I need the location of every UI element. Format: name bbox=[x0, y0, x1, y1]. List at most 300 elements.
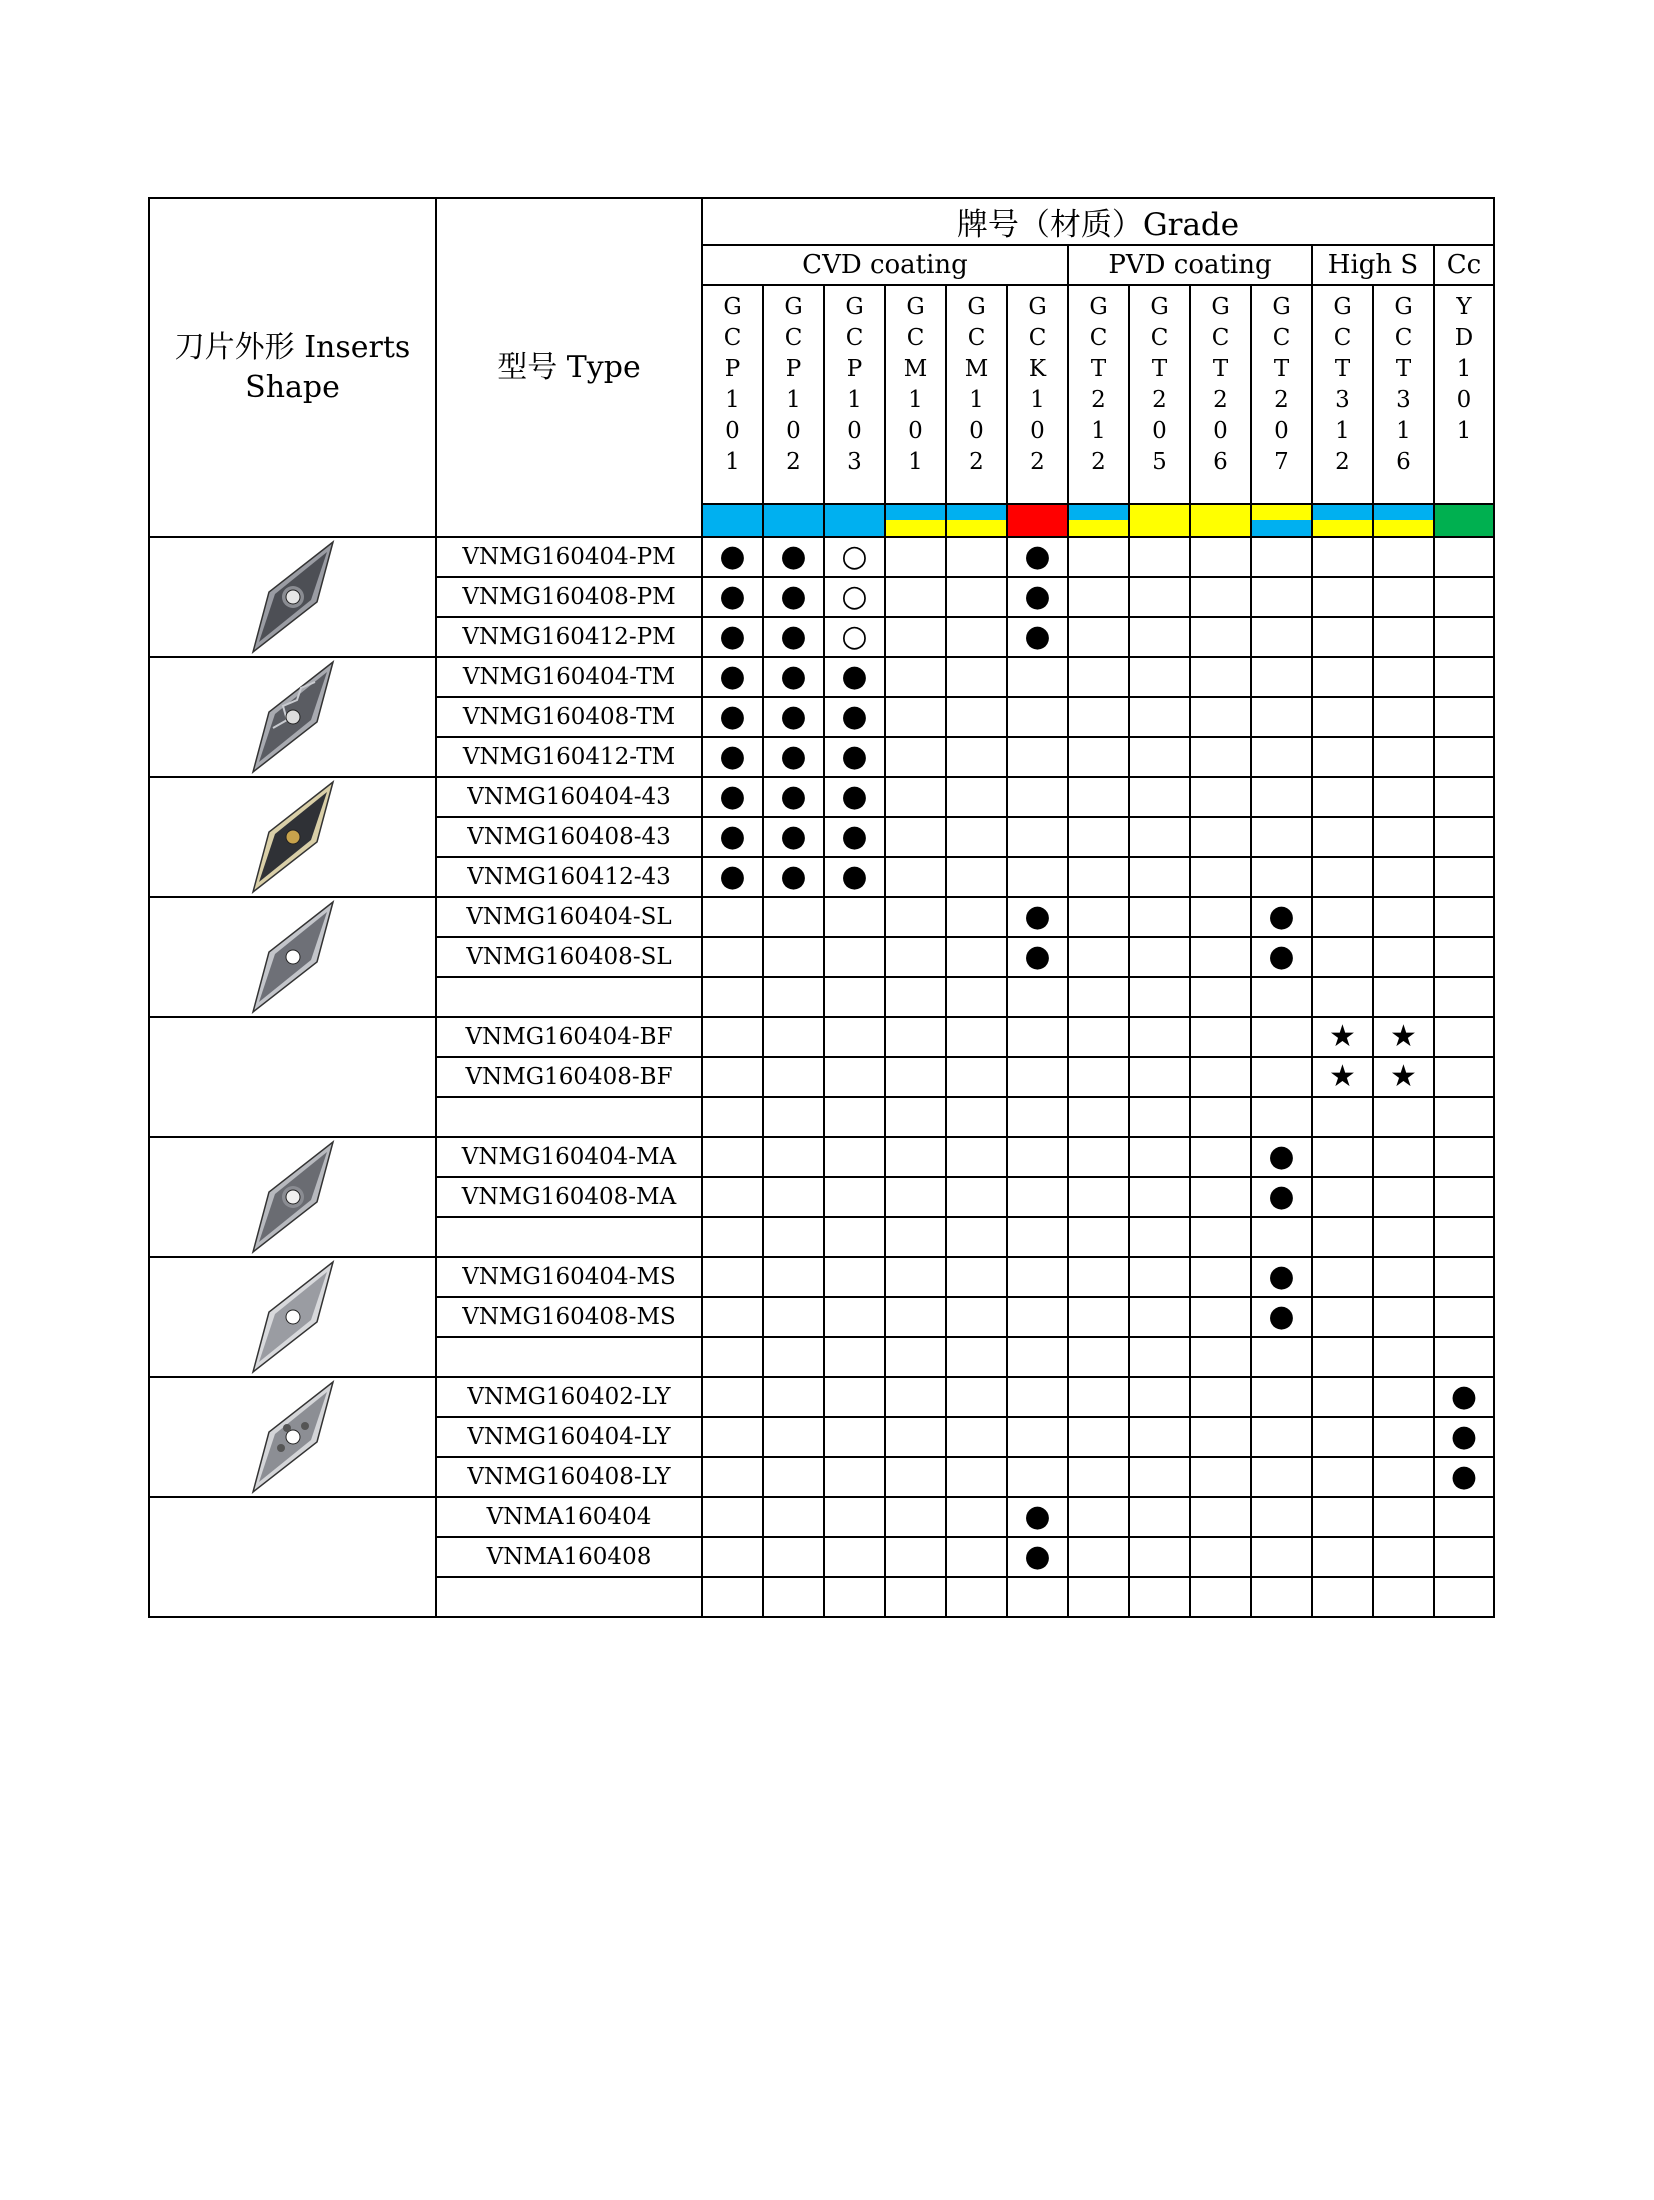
grade-availability-mark bbox=[1007, 1457, 1068, 1497]
grade-availability-mark bbox=[824, 937, 885, 977]
insert-type bbox=[436, 1577, 702, 1617]
grade-availability-mark bbox=[946, 1377, 1007, 1417]
grade-availability-mark bbox=[946, 777, 1007, 817]
grade-availability-mark bbox=[1068, 1057, 1129, 1097]
grade-availability-mark bbox=[1312, 1337, 1373, 1377]
grade-availability-mark bbox=[1129, 577, 1190, 617]
grade-availability-mark bbox=[763, 1537, 824, 1577]
grade-availability-mark bbox=[946, 1097, 1007, 1137]
grade-availability-mark: ● bbox=[1007, 1497, 1068, 1537]
grade-availability-mark bbox=[763, 1497, 824, 1537]
grade-availability-mark bbox=[1312, 817, 1373, 857]
grade-availability-mark bbox=[1129, 1017, 1190, 1057]
grade-availability-mark bbox=[1190, 1497, 1251, 1537]
grade-availability-mark bbox=[1251, 817, 1312, 857]
grade-availability-mark bbox=[1068, 777, 1129, 817]
grade-availability-mark: ● bbox=[763, 537, 824, 577]
grade-availability-mark bbox=[1312, 977, 1373, 1017]
grade-availability-mark bbox=[1251, 1217, 1312, 1257]
grade-availability-mark bbox=[885, 1537, 946, 1577]
grade-availability-mark bbox=[885, 1217, 946, 1257]
grade-availability-mark bbox=[1251, 1337, 1312, 1377]
grade-availability-mark bbox=[1129, 1177, 1190, 1217]
table-row bbox=[149, 1377, 1494, 1417]
inserts-shape-header: 刀片外形 Inserts Shape bbox=[149, 198, 436, 537]
grade-availability-mark bbox=[702, 1297, 763, 1337]
grade-availability-mark bbox=[1068, 537, 1129, 577]
grade-availability-mark bbox=[1190, 1017, 1251, 1057]
grade-availability-mark bbox=[763, 1137, 824, 1177]
grade-availability-mark bbox=[1251, 1577, 1312, 1617]
grade-availability-mark bbox=[702, 1577, 763, 1617]
grade-availability-mark bbox=[1190, 1297, 1251, 1337]
grade-availability-mark bbox=[946, 1537, 1007, 1577]
grade-availability-mark bbox=[1251, 1017, 1312, 1057]
insert-type bbox=[436, 1217, 702, 1257]
table-row bbox=[149, 1497, 1494, 1537]
grade-availability-mark bbox=[946, 857, 1007, 897]
grade-availability-mark bbox=[1129, 1217, 1190, 1257]
grade-availability-mark bbox=[763, 1377, 824, 1417]
grade-availability-mark bbox=[1068, 657, 1129, 697]
grade-availability-mark: ● bbox=[702, 697, 763, 737]
grade-availability-mark bbox=[763, 897, 824, 937]
grade-availability-mark: ● bbox=[824, 817, 885, 857]
grade-availability-mark: ● bbox=[702, 537, 763, 577]
grade-availability-mark bbox=[1007, 1257, 1068, 1297]
grade-availability-mark bbox=[1251, 1417, 1312, 1457]
grade-availability-mark bbox=[1312, 737, 1373, 777]
grade-availability-mark bbox=[763, 1177, 824, 1217]
grade-availability-mark bbox=[1312, 1417, 1373, 1457]
grade-availability-mark bbox=[1373, 1577, 1434, 1617]
grade-availability-mark bbox=[1434, 697, 1494, 737]
insert-type: VNMG160408-MA bbox=[436, 1177, 702, 1217]
grade-availability-mark bbox=[946, 1297, 1007, 1337]
grade-availability-mark bbox=[1434, 1177, 1494, 1217]
grade-availability-mark bbox=[1312, 1577, 1373, 1617]
grade-availability-mark bbox=[885, 1457, 946, 1497]
grade-availability-mark bbox=[1251, 657, 1312, 697]
grade-availability-mark bbox=[1129, 1457, 1190, 1497]
grade-availability-mark bbox=[1373, 1537, 1434, 1577]
insert-type: VNMA160404 bbox=[436, 1497, 702, 1537]
grade-availability-mark bbox=[1190, 777, 1251, 817]
grade-availability-mark bbox=[1129, 857, 1190, 897]
grade-availability-mark bbox=[1190, 1457, 1251, 1497]
grade-availability-mark bbox=[946, 1497, 1007, 1537]
grade-availability-mark bbox=[1434, 1577, 1494, 1617]
grade-availability-mark bbox=[885, 577, 946, 617]
grade-availability-mark: ● bbox=[763, 817, 824, 857]
insert-type: VNMG160408-BF bbox=[436, 1057, 702, 1097]
grade-availability-mark: ● bbox=[1007, 617, 1068, 657]
grade-availability-mark bbox=[824, 1217, 885, 1257]
grade-availability-mark bbox=[946, 697, 1007, 737]
grade-availability-mark: ○ bbox=[824, 617, 885, 657]
grade-availability-mark bbox=[1190, 1337, 1251, 1377]
grade-availability-mark bbox=[1251, 777, 1312, 817]
grade-availability-mark bbox=[1129, 697, 1190, 737]
grade-availability-mark bbox=[1007, 1577, 1068, 1617]
insert-shape-cell bbox=[149, 657, 436, 777]
coating-group-header: High S bbox=[1312, 245, 1434, 285]
grade-availability-mark bbox=[1251, 977, 1312, 1017]
grade-availability-mark bbox=[702, 1017, 763, 1057]
coating-group-header: CVD coating bbox=[702, 245, 1068, 285]
grade-availability-mark bbox=[702, 1257, 763, 1297]
grade-availability-mark bbox=[1068, 617, 1129, 657]
grade-availability-mark bbox=[1068, 1337, 1129, 1377]
grade-availability-mark bbox=[1434, 977, 1494, 1017]
grade-availability-mark bbox=[1251, 617, 1312, 657]
grade-availability-mark bbox=[946, 1217, 1007, 1257]
grade-availability-mark bbox=[1373, 1457, 1434, 1497]
grade-availability-mark bbox=[946, 617, 1007, 657]
insert-type: VNMG160404-MA bbox=[436, 1137, 702, 1177]
grade-availability-mark bbox=[702, 897, 763, 937]
grade-availability-mark bbox=[1312, 1257, 1373, 1297]
grade-code-gct206: G C T 2 0 6 bbox=[1190, 285, 1251, 504]
grade-availability-mark bbox=[1007, 657, 1068, 697]
grade-availability-mark bbox=[1373, 1177, 1434, 1217]
grade-availability-mark bbox=[885, 1257, 946, 1297]
grade-availability-mark bbox=[1312, 577, 1373, 617]
grade-availability-mark bbox=[1434, 1297, 1494, 1337]
grade-availability-mark bbox=[763, 1217, 824, 1257]
grade-availability-mark bbox=[1251, 537, 1312, 577]
grade-availability-mark bbox=[763, 977, 824, 1017]
grade-availability-mark bbox=[1068, 1377, 1129, 1417]
grade-availability-mark: ● bbox=[824, 857, 885, 897]
grade-availability-mark: ○ bbox=[824, 577, 885, 617]
grade-availability-mark bbox=[1068, 937, 1129, 977]
grade-availability-mark bbox=[702, 1497, 763, 1537]
grade-availability-mark bbox=[1190, 1137, 1251, 1177]
grade-availability-mark bbox=[1190, 1217, 1251, 1257]
insert-type: VNMG160402-LY bbox=[436, 1377, 702, 1417]
grade-availability-mark bbox=[885, 897, 946, 937]
grade-availability-mark bbox=[1068, 817, 1129, 857]
grade-availability-mark bbox=[1190, 697, 1251, 737]
grade-availability-mark bbox=[763, 1057, 824, 1097]
grade-availability-mark bbox=[1251, 697, 1312, 737]
grade-availability-mark: ● bbox=[702, 737, 763, 777]
grade-availability-mark bbox=[1068, 1537, 1129, 1577]
table-row bbox=[149, 537, 1494, 577]
grade-availability-mark bbox=[1373, 657, 1434, 697]
table-row bbox=[149, 1137, 1494, 1177]
grade-availability-mark bbox=[885, 1057, 946, 1097]
grade-code-gct212: G C T 2 1 2 bbox=[1068, 285, 1129, 504]
vnmg-43-insert-icon bbox=[150, 778, 435, 896]
grade-availability-mark: ● bbox=[1434, 1417, 1494, 1457]
grade-color-band bbox=[1068, 504, 1129, 537]
grade-availability-mark bbox=[946, 1577, 1007, 1617]
grade-availability-mark bbox=[1434, 1137, 1494, 1177]
grade-availability-mark bbox=[1312, 1097, 1373, 1137]
grade-availability-mark bbox=[1190, 1577, 1251, 1617]
grade-availability-mark bbox=[824, 897, 885, 937]
grade-availability-mark bbox=[1190, 857, 1251, 897]
grade-availability-mark bbox=[1312, 1297, 1373, 1337]
insert-type: VNMA160408 bbox=[436, 1537, 702, 1577]
grade-availability-mark bbox=[885, 1017, 946, 1057]
insert-type: VNMG160404-LY bbox=[436, 1417, 702, 1457]
grade-color-band bbox=[1434, 504, 1494, 537]
table-row bbox=[149, 777, 1494, 817]
grade-availability-mark: ○ bbox=[824, 537, 885, 577]
grade-availability-mark: ● bbox=[824, 697, 885, 737]
grade-availability-mark bbox=[1312, 1377, 1373, 1417]
grade-availability-mark bbox=[1373, 1257, 1434, 1297]
vnmg-ma-insert-icon bbox=[150, 1138, 435, 1256]
grade-availability-mark bbox=[763, 1297, 824, 1337]
grade-availability-mark bbox=[1373, 1297, 1434, 1337]
grade-code-gct312: G C T 3 1 2 bbox=[1312, 285, 1373, 504]
insert-type: VNMG160404-MS bbox=[436, 1257, 702, 1297]
grade-availability-mark bbox=[824, 1017, 885, 1057]
grade-availability-mark bbox=[1007, 1417, 1068, 1457]
grade-availability-mark bbox=[824, 1257, 885, 1297]
grade-availability-mark bbox=[824, 1057, 885, 1097]
grade-availability-mark: ● bbox=[763, 777, 824, 817]
grade-code-gct207: G C T 2 0 7 bbox=[1251, 285, 1312, 504]
grade-availability-mark: ● bbox=[763, 577, 824, 617]
grade-color-band bbox=[885, 504, 946, 537]
insert-type: VNMG160404-BF bbox=[436, 1017, 702, 1057]
grade-availability-mark: ● bbox=[1251, 1177, 1312, 1217]
coating-group-header: Cc bbox=[1434, 245, 1494, 285]
grade-availability-mark bbox=[1434, 777, 1494, 817]
grade-availability-mark bbox=[1129, 777, 1190, 817]
grade-availability-mark: ● bbox=[1251, 1137, 1312, 1177]
grade-availability-mark bbox=[1312, 537, 1373, 577]
grade-availability-mark bbox=[1373, 1377, 1434, 1417]
grade-availability-mark bbox=[1373, 617, 1434, 657]
grade-availability-mark bbox=[702, 1337, 763, 1377]
grade-availability-mark bbox=[824, 1097, 885, 1137]
grade-availability-mark bbox=[1251, 1097, 1312, 1137]
grade-availability-mark bbox=[1190, 537, 1251, 577]
grade-availability-mark: ● bbox=[1007, 1537, 1068, 1577]
grade-availability-mark bbox=[1068, 1017, 1129, 1057]
grade-availability-mark bbox=[946, 1417, 1007, 1457]
grade-availability-mark bbox=[1190, 577, 1251, 617]
grade-availability-mark bbox=[885, 537, 946, 577]
grade-availability-mark bbox=[1190, 1537, 1251, 1577]
insert-type: VNMG160408-MS bbox=[436, 1297, 702, 1337]
grade-availability-mark: ● bbox=[1251, 1297, 1312, 1337]
grade-availability-mark bbox=[1068, 1457, 1129, 1497]
grade-availability-mark bbox=[1373, 777, 1434, 817]
grade-availability-mark bbox=[824, 1337, 885, 1377]
grade-availability-mark bbox=[1312, 697, 1373, 737]
grade-availability-mark bbox=[702, 1457, 763, 1497]
grade-availability-mark bbox=[1190, 1257, 1251, 1297]
grade-availability-mark bbox=[946, 1137, 1007, 1177]
grade-availability-mark bbox=[763, 1257, 824, 1297]
insert-type: VNMG160408-LY bbox=[436, 1457, 702, 1497]
grade-color-band bbox=[946, 504, 1007, 537]
grade-availability-mark: ● bbox=[763, 737, 824, 777]
grade-availability-mark: ● bbox=[763, 697, 824, 737]
grade-color-band bbox=[824, 504, 885, 537]
grade-availability-mark bbox=[1251, 1377, 1312, 1417]
grade-availability-mark bbox=[1434, 817, 1494, 857]
grade-availability-mark bbox=[1251, 857, 1312, 897]
insert-shape-cell bbox=[149, 1257, 436, 1377]
grade-availability-mark bbox=[1007, 1057, 1068, 1097]
grade-availability-mark bbox=[885, 1337, 946, 1377]
coating-group-header: PVD coating bbox=[1068, 245, 1312, 285]
grade-availability-mark: ● bbox=[824, 777, 885, 817]
grade-availability-mark bbox=[885, 1297, 946, 1337]
grade-availability-mark bbox=[1190, 817, 1251, 857]
vnmg-ms-insert-icon bbox=[150, 1258, 435, 1376]
grade-availability-mark bbox=[1251, 577, 1312, 617]
grade-availability-mark bbox=[1190, 1377, 1251, 1417]
grade-availability-mark bbox=[1129, 1297, 1190, 1337]
grade-availability-mark bbox=[946, 1177, 1007, 1217]
grade-availability-mark bbox=[1190, 897, 1251, 937]
insert-type: VNMG160412-PM bbox=[436, 617, 702, 657]
grade-availability-mark bbox=[1068, 897, 1129, 937]
grade-availability-mark bbox=[824, 977, 885, 1017]
vnmg-tm-insert-icon bbox=[150, 658, 435, 776]
grade-availability-mark bbox=[1068, 977, 1129, 1017]
grade-availability-mark bbox=[1007, 977, 1068, 1017]
grade-availability-mark bbox=[1068, 1577, 1129, 1617]
grade-availability-mark bbox=[1373, 1417, 1434, 1457]
grade-availability-mark: ● bbox=[702, 577, 763, 617]
grade-availability-mark bbox=[1129, 1497, 1190, 1537]
grade-availability-mark bbox=[1251, 1497, 1312, 1537]
grade-availability-mark bbox=[824, 1497, 885, 1537]
grade-code-gcp101: G C P 1 0 1 bbox=[702, 285, 763, 504]
grade-availability-mark bbox=[1251, 1537, 1312, 1577]
grade-availability-mark bbox=[702, 1057, 763, 1097]
grade-table bbox=[148, 197, 1495, 1618]
grade-availability-mark bbox=[1190, 737, 1251, 777]
grade-availability-mark bbox=[1312, 1137, 1373, 1177]
grade-availability-mark: ● bbox=[1007, 537, 1068, 577]
grade-availability-mark: ★ bbox=[1312, 1017, 1373, 1057]
vnmg-pm-insert-icon bbox=[150, 538, 435, 656]
grade-availability-mark bbox=[1373, 857, 1434, 897]
vnmg-sl-insert-icon bbox=[150, 898, 435, 1016]
grade-availability-mark bbox=[702, 977, 763, 1017]
grade-availability-mark bbox=[1434, 737, 1494, 777]
grade-availability-mark: ● bbox=[763, 857, 824, 897]
grade-availability-mark bbox=[1434, 1097, 1494, 1137]
insert-type: VNMG160408-PM bbox=[436, 577, 702, 617]
grade-availability-mark bbox=[1312, 617, 1373, 657]
grade-availability-mark bbox=[1373, 937, 1434, 977]
grade-availability-mark bbox=[702, 1377, 763, 1417]
grade-availability-mark bbox=[1129, 1137, 1190, 1177]
grade-availability-mark bbox=[1129, 1537, 1190, 1577]
grade-availability-mark bbox=[1129, 1097, 1190, 1137]
grade-availability-mark bbox=[824, 1177, 885, 1217]
grade-availability-mark: ● bbox=[1007, 897, 1068, 937]
grade-availability-mark: ● bbox=[1434, 1457, 1494, 1497]
grade-availability-mark bbox=[1373, 537, 1434, 577]
grade-availability-mark: ● bbox=[763, 617, 824, 657]
grade-availability-mark bbox=[885, 977, 946, 1017]
grade-color-band bbox=[1190, 504, 1251, 537]
grade-availability-mark bbox=[946, 817, 1007, 857]
grade-availability-mark: ● bbox=[1251, 897, 1312, 937]
grade-header: 牌号（材质）Grade bbox=[702, 198, 1494, 245]
grade-availability-mark bbox=[1190, 937, 1251, 977]
grade-code-gct316: G C T 3 1 6 bbox=[1373, 285, 1434, 504]
grade-availability-mark bbox=[702, 937, 763, 977]
insert-type: VNMG160408-43 bbox=[436, 817, 702, 857]
grade-availability-mark bbox=[1190, 1417, 1251, 1457]
grade-availability-mark bbox=[1312, 1497, 1373, 1537]
insert-type bbox=[436, 1097, 702, 1137]
grade-availability-mark bbox=[885, 1177, 946, 1217]
grade-availability-mark bbox=[763, 1457, 824, 1497]
grade-availability-mark bbox=[1312, 897, 1373, 937]
grade-availability-mark bbox=[702, 1217, 763, 1257]
grade-availability-mark bbox=[1373, 1137, 1434, 1177]
grade-availability-mark bbox=[1007, 817, 1068, 857]
grade-color-band bbox=[763, 504, 824, 537]
grade-availability-mark bbox=[1434, 1017, 1494, 1057]
grade-availability-mark bbox=[1129, 937, 1190, 977]
grade-code-gcp103: G C P 1 0 3 bbox=[824, 285, 885, 504]
grade-availability-mark bbox=[1129, 1577, 1190, 1617]
grade-availability-mark: ★ bbox=[1373, 1017, 1434, 1057]
grade-availability-mark bbox=[1007, 1377, 1068, 1417]
grade-availability-mark bbox=[1068, 1097, 1129, 1137]
grade-availability-mark bbox=[1312, 857, 1373, 897]
grade-availability-mark bbox=[1068, 577, 1129, 617]
grade-availability-mark bbox=[1068, 1297, 1129, 1337]
grade-availability-mark bbox=[763, 1337, 824, 1377]
grade-color-band bbox=[1373, 504, 1434, 537]
grade-availability-mark bbox=[763, 1017, 824, 1057]
grade-availability-mark: ★ bbox=[1312, 1057, 1373, 1097]
grade-availability-mark bbox=[1007, 857, 1068, 897]
grade-availability-mark bbox=[1434, 897, 1494, 937]
grade-availability-mark bbox=[885, 1377, 946, 1417]
grade-availability-mark bbox=[1007, 1337, 1068, 1377]
grade-availability-mark bbox=[946, 977, 1007, 1017]
grade-availability-mark bbox=[1129, 1337, 1190, 1377]
insert-shape-cell bbox=[149, 537, 436, 657]
grade-availability-mark bbox=[1129, 657, 1190, 697]
grade-availability-mark bbox=[1190, 617, 1251, 657]
grade-color-band bbox=[1251, 504, 1312, 537]
grade-availability-mark bbox=[1190, 1177, 1251, 1217]
grade-availability-mark bbox=[885, 617, 946, 657]
grade-availability-mark bbox=[885, 697, 946, 737]
insert-type: VNMG160404-TM bbox=[436, 657, 702, 697]
insert-shape-cell bbox=[149, 1497, 436, 1617]
grade-availability-mark bbox=[824, 1137, 885, 1177]
grade-availability-mark bbox=[885, 1497, 946, 1537]
grade-code-gcm101: G C M 1 0 1 bbox=[885, 285, 946, 504]
grade-availability-mark: ● bbox=[702, 777, 763, 817]
grade-availability-mark bbox=[1373, 897, 1434, 937]
grade-availability-mark bbox=[1129, 897, 1190, 937]
grade-availability-mark bbox=[824, 1457, 885, 1497]
grade-availability-mark bbox=[1434, 537, 1494, 577]
grade-code-gck102: G C K 1 0 2 bbox=[1007, 285, 1068, 504]
